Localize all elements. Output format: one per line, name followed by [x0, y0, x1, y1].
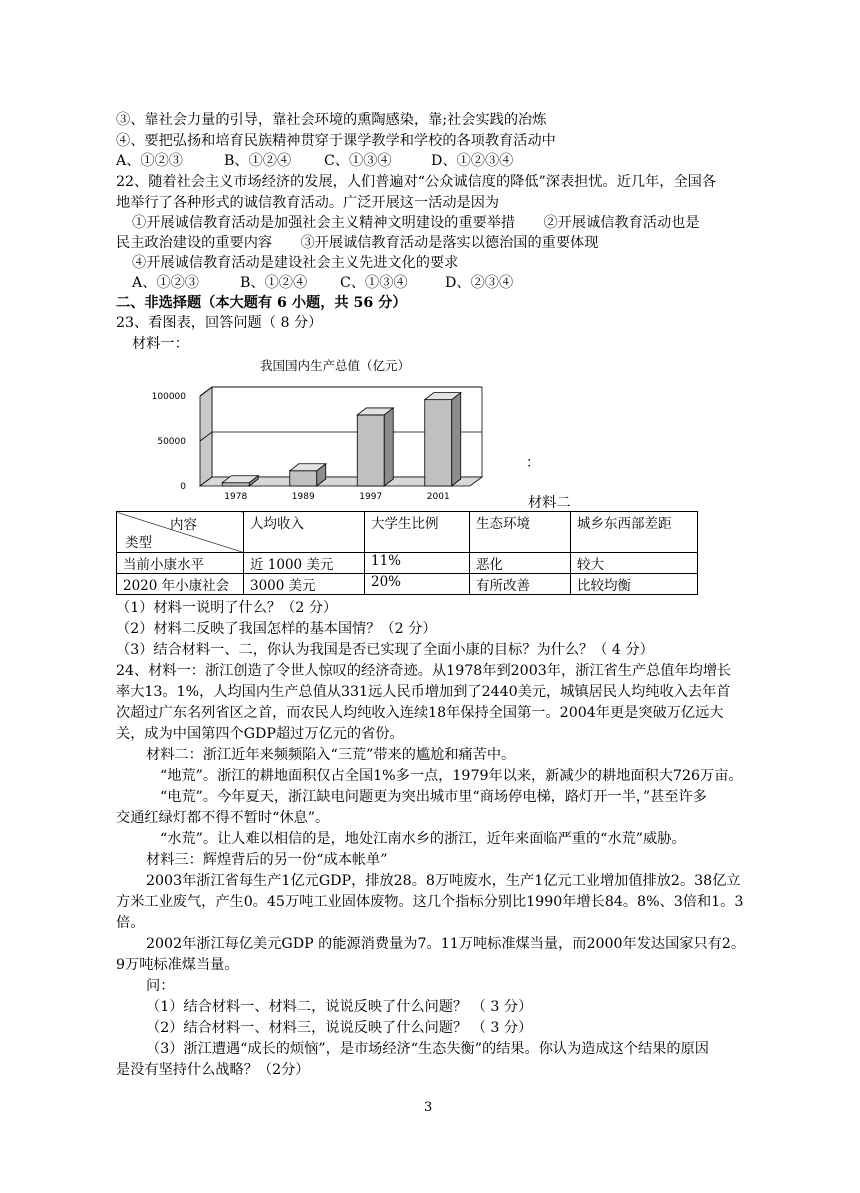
q21-option-c: C、①③④ [324, 153, 392, 169]
table-diagonal-header [117, 512, 244, 553]
q22-option-b: B、①②④ [240, 275, 308, 291]
q24-line: 2003年浙江省每生产1亿元GDP，排放28。8万吨废水，生产1亿元工业增加值排放2。38亿立 [146, 873, 741, 889]
table-header-row [117, 512, 698, 553]
q22-line3: ①开展诚信教育活动是加强社会主义精神文明建设的重要举措 ②开展诚信教育活动也是 [132, 215, 700, 231]
q22-option-a: A、①②③ [132, 275, 199, 291]
q24-line: 关，成为中国第四个GDP超过万亿元的省份。 [116, 726, 404, 742]
table-cell: 当前小康水平 [117, 553, 244, 574]
q24-line: “地荒”。浙江的耕地面积仅占全国1%多一点，1979年以来，新减少的耕地面积大726万亩。 [160, 768, 743, 784]
page-number: 3 [424, 1100, 433, 1115]
y-tick-label: 0 [180, 482, 186, 492]
q21-options [116, 151, 513, 171]
q22-line1: 22、随着社会主义市场经济的发展，人们普遍对“公众诚信度的降低”深表担忧。近几年，全国各 [116, 174, 717, 190]
q24-line: 2002年浙江每亿美元GDP 的能源消费量为7。11万吨标准煤当量，而2000年发达国家只有2。 [146, 936, 746, 952]
q22-line5: ④开展诚信教育活动是建设社会主义先进文化的要求 [132, 255, 459, 271]
q24-question3-cont: 是没有坚持什么战略？（2分） [116, 1062, 310, 1078]
table-cell: 3000 美元 [244, 574, 365, 595]
q24-question1: （1）结合材料一、材料二，说说反映了什么问题？ （ 3 分） [146, 999, 533, 1015]
col-header-income: 人均收入 [244, 512, 365, 553]
q24-question2: （2）结合材料一、材料三，说说反映了什么问题？ （ 3 分） [146, 1020, 533, 1036]
table-cell: 20% [365, 574, 470, 595]
bar-front [357, 415, 384, 486]
chart-svg [150, 356, 490, 506]
q24-line: 方米工业废气，产生0。45万吨工业固体废物。这几个指标分别比1990年增长84。8%、3倍和1。3 [116, 894, 744, 910]
q21-option-a: A、①②③ [116, 153, 183, 169]
q23-title: 23、看图表，回答问题（ 8 分） [116, 315, 323, 331]
q22-option-d: D、②③④ [445, 275, 514, 291]
q24-line: 率大13。1%，人均国内生产总值从331远人民币增加到了2440美元，城镇居民人均纯收入去年首 [116, 684, 731, 700]
col-header-gap: 城乡东西部差距 [571, 512, 698, 553]
q21-item4: ④、要把弘扬和培育民族精神贯穿于课学教学和学校的各项教育活动中 [116, 133, 556, 149]
q22-line2: 地举行了各种形式的诚信教育活动。广泛开展这一活动是因为 [116, 195, 500, 211]
x-tick-label: 1997 [359, 492, 383, 502]
q23-material2-label: 材料二 [528, 495, 571, 511]
table-cell: 2020 年小康社会 [117, 574, 244, 595]
header-content-label: 内容 [170, 517, 197, 533]
x-tick-label: 1978 [224, 492, 248, 502]
q22-options [132, 273, 513, 293]
q21-option-d: D、①②③④ [431, 153, 514, 169]
chart-title: 我国国内生产总值（亿元） [259, 358, 411, 373]
q21-option-b: B、①②④ [224, 153, 292, 169]
section-heading: 二、非选择题（本大题有 6 小题，共 56 分） [116, 295, 407, 311]
q22-line4: 民主政治建设的重要内容 ③开展诚信教育活动是落实以德治国的重要体现 [116, 235, 599, 251]
col-header-college: 大学生比例 [365, 512, 470, 553]
q21-item3: ③、靠社会力量的引导，靠社会环境的熏陶感染，靠;社会实践的冶炼 [116, 112, 547, 128]
q23-question2: （2）材料二反映了我国怎样的基本国情？（2 分） [116, 621, 437, 637]
table-row [117, 553, 698, 574]
q24-line: “水荒”。让人难以相信的是，地处江南水乡的浙江，近年来面临严重的“水荒”威胁。 [160, 831, 686, 847]
col-header-ecology: 生态环境 [470, 512, 571, 553]
q24-line: 交通红绿灯都不得不暂时“休息”。 [116, 810, 330, 826]
q24-line: 次超过广东名列省区之首，而农民人均纯收入连续18年保持全国第一。2004年更是突破万亿远大 [116, 705, 724, 721]
q24-line: 倍。 [116, 915, 145, 931]
table-row [117, 574, 698, 595]
q24-line: 24、材料一：浙江创造了令世人惊叹的经济奇迹。从1978年到2003年，浙江省生产总值年均增长 [116, 663, 732, 679]
x-tick-label: 2001 [426, 492, 450, 502]
chart-colon: ： [526, 455, 540, 471]
q23-material1-label: 材料一： [132, 336, 189, 352]
bar-side [384, 408, 393, 486]
q24-line: 9万吨标准煤当量。 [116, 957, 239, 973]
q23-question1: （1）材料一说明了什么？（2 分） [116, 600, 338, 616]
table-cell: 恶化 [470, 553, 571, 574]
gdp-bar-chart [150, 356, 490, 506]
table-cell: 较大 [571, 553, 698, 574]
table-cell: 比较均衡 [571, 574, 698, 595]
table-cell: 近 1000 美元 [244, 553, 365, 574]
xiaokang-table [116, 511, 698, 595]
q22-option-c: C、①③④ [340, 275, 408, 291]
table-cell: 11% [365, 553, 470, 574]
q24-ask-label: 问： [146, 978, 175, 994]
q24-material2: 材料二：浙江近年来频频陷入“三荒”带来的尴尬和痛苦中。 [146, 747, 516, 763]
x-tick-label: 1989 [291, 492, 315, 502]
bar-front [425, 400, 452, 486]
header-type-label: 类型 [125, 535, 152, 551]
q24-line: “电荒”。今年夏天，浙江缺电问题更为突出城市里“商场停电梯，路灯开一半，”甚至许多 [160, 789, 707, 805]
y-tick-label: 100000 [151, 392, 186, 402]
q24-material3: 材料三：辉煌背后的另一份“成本帐单” [146, 852, 388, 868]
bar-front [290, 471, 317, 486]
bar-side [452, 393, 461, 486]
table-cell: 有所改善 [470, 574, 571, 595]
q23-question3: （3）结合材料一、二，你认为我国是否已实现了全面小康的目标？为什么？（ 4 分） [116, 642, 654, 658]
q24-question3: （3）浙江遭遇“成长的烦恼”，是市场经济“生态失衡”的结果。你认为造成这个结果的原因 [146, 1041, 709, 1057]
y-tick-label: 50000 [157, 437, 186, 447]
bar-front [222, 483, 249, 486]
